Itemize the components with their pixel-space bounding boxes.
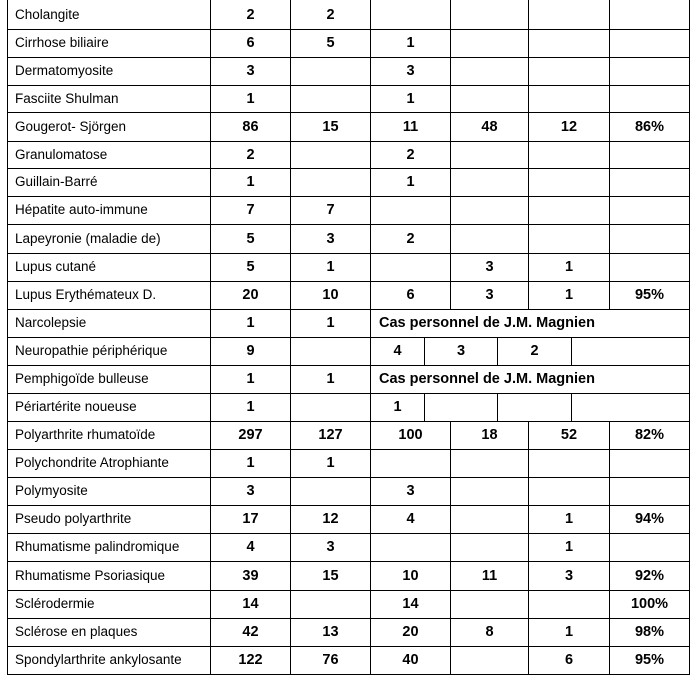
value-cell bbox=[210, 309, 290, 337]
table-row bbox=[7, 0, 690, 30]
value-cell bbox=[609, 112, 690, 141]
value-cell bbox=[609, 505, 690, 533]
value-cell bbox=[370, 196, 450, 224]
value-cell bbox=[290, 337, 370, 365]
value-cell bbox=[450, 477, 528, 505]
cell-value: 122 bbox=[238, 652, 263, 668]
value-cell bbox=[450, 57, 528, 85]
value-cell bbox=[210, 281, 290, 309]
cell-value: 1 bbox=[406, 90, 415, 107]
value-cell bbox=[528, 590, 609, 618]
value-cell bbox=[450, 449, 528, 477]
cell-value: 17 bbox=[242, 511, 259, 527]
disease-name-cell bbox=[7, 112, 210, 141]
value-cell bbox=[424, 337, 497, 365]
cell-value: 12 bbox=[322, 511, 339, 527]
cell-value: 1 bbox=[246, 455, 255, 471]
cell-value: 98% bbox=[634, 624, 665, 640]
disease-name: Polymyosite bbox=[15, 483, 88, 498]
disease-name-cell bbox=[7, 618, 210, 646]
value-cell bbox=[370, 590, 450, 618]
cell-value: 94% bbox=[634, 511, 665, 527]
disease-name-cell bbox=[7, 29, 210, 57]
table-row bbox=[7, 253, 690, 282]
value-cell bbox=[450, 590, 528, 618]
disease-name: Neuropathie périphérique bbox=[15, 343, 168, 358]
value-cell bbox=[571, 337, 690, 365]
value-cell bbox=[370, 281, 450, 309]
value-cell bbox=[609, 253, 690, 281]
disease-name-cell bbox=[7, 646, 210, 674]
disease-name-cell bbox=[7, 337, 210, 365]
value-cell bbox=[210, 0, 290, 29]
cell-value: 1 bbox=[246, 90, 255, 107]
disease-name-cell bbox=[7, 196, 210, 224]
disease-name-cell bbox=[7, 0, 210, 29]
disease-name: Lapeyronie (maladie de) bbox=[15, 230, 161, 246]
disease-name: Pemphigoïde bulleuse bbox=[15, 371, 149, 386]
value-cell bbox=[370, 85, 450, 112]
table-row bbox=[7, 393, 690, 422]
table-row bbox=[7, 281, 690, 310]
value-cell bbox=[290, 421, 370, 449]
cell-value: 86 bbox=[242, 118, 259, 135]
note-cell bbox=[370, 365, 690, 393]
table-row bbox=[7, 168, 690, 197]
value-cell bbox=[210, 449, 290, 477]
value-cell bbox=[290, 449, 370, 477]
value-cell bbox=[450, 618, 528, 646]
value-cell bbox=[571, 393, 690, 421]
value-cell bbox=[528, 224, 609, 253]
table-row bbox=[7, 141, 690, 169]
value-cell bbox=[450, 533, 528, 561]
value-cell bbox=[528, 618, 609, 646]
value-cell bbox=[450, 196, 528, 224]
cell-value: 3 bbox=[406, 63, 415, 79]
cell-value: 42 bbox=[242, 624, 259, 640]
cell-value: 5 bbox=[326, 35, 335, 51]
cell-value: 52 bbox=[560, 427, 578, 443]
table-row bbox=[7, 590, 690, 619]
table-row bbox=[7, 421, 690, 450]
value-cell bbox=[290, 590, 370, 618]
value-cell bbox=[609, 141, 690, 168]
value-cell bbox=[528, 505, 609, 533]
value-cell bbox=[210, 85, 290, 112]
cell-value: 3 bbox=[485, 287, 494, 303]
table-row bbox=[7, 449, 690, 478]
value-cell bbox=[370, 477, 450, 505]
value-cell bbox=[290, 618, 370, 646]
disease-name: Granulomatose bbox=[15, 146, 108, 162]
cell-value: 2 bbox=[326, 6, 335, 23]
disease-name: Fasciite Shulman bbox=[15, 90, 119, 106]
table-row bbox=[7, 224, 690, 254]
cell-value: 4 bbox=[406, 511, 415, 527]
disease-name: Sclérodermie bbox=[15, 596, 95, 611]
value-cell bbox=[450, 85, 528, 112]
value-cell bbox=[290, 112, 370, 141]
cell-value: 2 bbox=[246, 146, 255, 163]
disease-name-cell bbox=[7, 309, 210, 337]
value-cell bbox=[450, 168, 528, 196]
value-cell bbox=[290, 0, 370, 29]
disease-name: Polychondrite Atrophiante bbox=[15, 455, 169, 470]
value-cell bbox=[290, 85, 370, 112]
cell-value: 8 bbox=[485, 624, 494, 640]
value-cell bbox=[609, 590, 690, 618]
value-cell bbox=[210, 196, 290, 224]
value-cell bbox=[609, 224, 690, 253]
value-cell bbox=[370, 224, 450, 253]
value-cell bbox=[528, 196, 609, 224]
value-cell bbox=[370, 561, 450, 590]
value-cell bbox=[450, 646, 528, 674]
disease-name-cell bbox=[7, 253, 210, 281]
cell-value: 82% bbox=[634, 427, 665, 443]
cell-value: 1 bbox=[326, 455, 335, 471]
value-cell bbox=[370, 618, 450, 646]
cell-value: 5 bbox=[246, 259, 255, 275]
value-cell bbox=[450, 141, 528, 168]
table-row bbox=[7, 29, 690, 58]
value-cell bbox=[528, 29, 609, 57]
cell-value: 1 bbox=[564, 624, 574, 640]
disease-name: Lupus Erythémateux D. bbox=[15, 287, 157, 302]
cell-value: 7 bbox=[326, 202, 335, 218]
disease-name-cell bbox=[7, 590, 210, 618]
value-cell bbox=[609, 0, 690, 29]
value-cell bbox=[528, 57, 609, 85]
value-cell bbox=[290, 57, 370, 85]
note-cell bbox=[370, 309, 690, 337]
cell-value: 1 bbox=[326, 315, 335, 331]
disease-name: Spondylarthrite ankylosante bbox=[15, 652, 182, 667]
value-cell bbox=[370, 168, 450, 196]
table-row bbox=[7, 337, 690, 366]
cell-value: 10 bbox=[322, 287, 339, 303]
value-cell bbox=[528, 0, 609, 29]
value-cell bbox=[210, 112, 290, 141]
cell-value: 297 bbox=[238, 427, 263, 443]
disease-name-cell bbox=[7, 85, 210, 112]
cell-value: 3 bbox=[456, 343, 466, 359]
disease-name-cell bbox=[7, 505, 210, 533]
cell-value: 3 bbox=[246, 63, 255, 79]
table-row bbox=[7, 646, 690, 675]
table-row bbox=[7, 533, 690, 562]
disease-name-cell bbox=[7, 57, 210, 85]
value-cell bbox=[609, 168, 690, 196]
cell-value: 1 bbox=[564, 511, 574, 527]
value-cell bbox=[290, 393, 370, 421]
value-cell bbox=[290, 561, 370, 590]
disease-name: Dermatomyosite bbox=[15, 63, 114, 78]
value-cell bbox=[528, 646, 609, 674]
cell-value: 1 bbox=[326, 259, 335, 275]
value-cell bbox=[450, 112, 528, 141]
cell-value: 11 bbox=[481, 567, 498, 584]
value-cell bbox=[210, 253, 290, 281]
value-cell bbox=[370, 112, 450, 141]
cell-value: 2 bbox=[406, 230, 415, 247]
cell-value: 3 bbox=[406, 483, 415, 499]
cell-value: 20 bbox=[242, 287, 259, 303]
disease-name: Sclérose en plaques bbox=[15, 624, 138, 639]
cell-value: 6 bbox=[564, 652, 574, 668]
table-row bbox=[7, 477, 690, 506]
cell-value: 1 bbox=[406, 174, 415, 190]
cell-value: 3 bbox=[485, 259, 494, 275]
value-cell bbox=[370, 29, 450, 57]
cell-value: 127 bbox=[318, 427, 343, 443]
value-cell bbox=[609, 196, 690, 224]
value-cell bbox=[450, 0, 528, 29]
value-cell bbox=[210, 533, 290, 561]
disease-name-cell bbox=[7, 281, 210, 309]
cell-value: 7 bbox=[246, 202, 255, 218]
disease-name-cell bbox=[7, 533, 210, 561]
value-cell bbox=[370, 393, 424, 421]
value-cell bbox=[210, 421, 290, 449]
cell-value: 4 bbox=[393, 343, 402, 359]
value-cell bbox=[528, 477, 609, 505]
value-cell bbox=[210, 393, 290, 421]
value-cell bbox=[290, 365, 370, 393]
disease-name: Rhumatisme Psoriasique bbox=[15, 567, 166, 583]
table-row bbox=[7, 57, 690, 86]
table-row bbox=[7, 196, 690, 225]
value-cell bbox=[609, 618, 690, 646]
cell-value: 1 bbox=[246, 315, 255, 331]
table-row bbox=[7, 309, 690, 338]
cell-value: 100% bbox=[630, 596, 669, 612]
cell-value: 1 bbox=[406, 35, 415, 51]
value-cell bbox=[370, 449, 450, 477]
cell-value: 15 bbox=[322, 118, 339, 135]
disease-name: Hépatite auto-immune bbox=[15, 202, 148, 217]
value-cell bbox=[210, 561, 290, 590]
value-cell bbox=[609, 29, 690, 57]
disease-name-cell bbox=[7, 393, 210, 421]
value-cell bbox=[609, 646, 690, 674]
table-row bbox=[7, 505, 690, 534]
disease-name-cell bbox=[7, 477, 210, 505]
cell-value: 95% bbox=[634, 287, 665, 303]
value-cell bbox=[609, 561, 690, 590]
value-cell bbox=[450, 505, 528, 533]
cell-value: 6 bbox=[406, 287, 415, 303]
value-cell bbox=[290, 281, 370, 309]
cell-value: 14 bbox=[402, 596, 419, 612]
disease-name: Cirrhose biliaire bbox=[15, 35, 109, 50]
disease-name-cell bbox=[7, 365, 210, 393]
value-cell bbox=[290, 309, 370, 337]
note-text: Cas personnel de J.M. Magnien bbox=[379, 371, 595, 387]
cell-value: 86% bbox=[634, 118, 665, 135]
disease-name: Cholangite bbox=[15, 6, 80, 22]
cell-value: 92% bbox=[634, 567, 665, 584]
cell-value: 2 bbox=[246, 6, 255, 23]
disease-name: Polyarthrite rhumatoïde bbox=[15, 427, 156, 442]
value-cell bbox=[290, 168, 370, 196]
disease-name: Lupus cutané bbox=[15, 259, 97, 274]
value-cell bbox=[528, 533, 609, 561]
disease-name: Périartérite noueuse bbox=[15, 399, 137, 414]
value-cell bbox=[528, 561, 609, 590]
value-cell bbox=[210, 168, 290, 196]
value-cell bbox=[609, 533, 690, 561]
value-cell bbox=[290, 646, 370, 674]
value-cell bbox=[210, 646, 290, 674]
value-cell bbox=[290, 29, 370, 57]
value-cell bbox=[528, 168, 609, 196]
value-cell bbox=[290, 196, 370, 224]
cell-value: 1 bbox=[564, 259, 574, 275]
value-cell bbox=[609, 421, 690, 449]
value-cell bbox=[370, 505, 450, 533]
value-cell bbox=[210, 224, 290, 253]
value-cell bbox=[528, 449, 609, 477]
cell-value: 15 bbox=[322, 567, 339, 584]
cell-value: 1 bbox=[564, 539, 574, 555]
disease-name-cell bbox=[7, 449, 210, 477]
disease-name-cell bbox=[7, 224, 210, 253]
value-cell bbox=[528, 85, 609, 112]
value-cell bbox=[528, 281, 609, 309]
value-cell bbox=[609, 449, 690, 477]
cell-value: 1 bbox=[564, 287, 574, 303]
disease-name: Guillain-Barré bbox=[15, 174, 98, 189]
value-cell bbox=[609, 477, 690, 505]
cell-value: 1 bbox=[246, 174, 255, 190]
cell-value: 2 bbox=[406, 146, 415, 163]
cell-value: 2 bbox=[530, 343, 539, 359]
value-cell bbox=[210, 505, 290, 533]
value-cell bbox=[609, 85, 690, 112]
value-cell bbox=[210, 337, 290, 365]
cell-value: 1 bbox=[246, 371, 255, 387]
cell-value: 12 bbox=[560, 118, 578, 135]
cell-value: 39 bbox=[242, 567, 259, 584]
cell-value: 1 bbox=[246, 399, 255, 415]
value-cell bbox=[290, 533, 370, 561]
disease-name: Pseudo polyarthrite bbox=[15, 511, 132, 526]
value-cell bbox=[450, 421, 528, 449]
cell-value: 6 bbox=[246, 35, 255, 51]
value-cell bbox=[290, 141, 370, 168]
disease-name-cell bbox=[7, 168, 210, 196]
value-cell bbox=[370, 533, 450, 561]
cell-value: 10 bbox=[402, 567, 419, 584]
value-cell bbox=[370, 421, 450, 449]
table-row bbox=[7, 85, 690, 113]
cell-value: 4 bbox=[246, 539, 255, 555]
disease-name-cell bbox=[7, 561, 210, 590]
value-cell bbox=[424, 393, 497, 421]
value-cell bbox=[528, 421, 609, 449]
cell-value: 100 bbox=[398, 427, 423, 443]
cell-value: 13 bbox=[322, 624, 339, 640]
value-cell bbox=[370, 0, 450, 29]
value-cell bbox=[528, 112, 609, 141]
value-cell bbox=[210, 590, 290, 618]
value-cell bbox=[450, 253, 528, 281]
cell-value: 3 bbox=[326, 539, 335, 555]
cell-value: 48 bbox=[481, 118, 498, 135]
cell-value: 95% bbox=[634, 652, 665, 668]
cell-value: 18 bbox=[481, 427, 498, 443]
disease-name: Gougerot- Sjörgen bbox=[15, 118, 127, 134]
value-cell bbox=[370, 646, 450, 674]
value-cell bbox=[370, 253, 450, 281]
value-cell bbox=[370, 337, 424, 365]
value-cell bbox=[290, 477, 370, 505]
value-cell bbox=[528, 253, 609, 281]
cell-value: 3 bbox=[246, 483, 255, 499]
value-cell bbox=[290, 253, 370, 281]
cell-value: 3 bbox=[564, 567, 574, 584]
table-row bbox=[7, 112, 690, 142]
value-cell bbox=[370, 57, 450, 85]
cell-value: 5 bbox=[246, 230, 255, 247]
value-cell bbox=[497, 393, 571, 421]
cell-value: 20 bbox=[402, 624, 419, 640]
value-cell bbox=[210, 141, 290, 168]
value-cell bbox=[450, 561, 528, 590]
value-cell bbox=[609, 281, 690, 309]
table-row bbox=[7, 561, 690, 591]
value-cell bbox=[609, 57, 690, 85]
value-cell bbox=[210, 365, 290, 393]
value-cell bbox=[290, 505, 370, 533]
value-cell bbox=[210, 477, 290, 505]
value-cell bbox=[497, 337, 571, 365]
value-cell bbox=[210, 57, 290, 85]
value-cell bbox=[450, 29, 528, 57]
table-row bbox=[7, 618, 690, 647]
disease-name: Narcolepsie bbox=[15, 315, 87, 330]
cell-value: 14 bbox=[242, 596, 259, 612]
cell-value: 9 bbox=[246, 343, 255, 359]
disease-name-cell bbox=[7, 421, 210, 449]
value-cell bbox=[210, 29, 290, 57]
disease-name-cell bbox=[7, 141, 210, 168]
cell-value: 40 bbox=[402, 652, 419, 668]
value-cell bbox=[290, 224, 370, 253]
value-cell bbox=[450, 281, 528, 309]
note-text: Cas personnel de J.M. Magnien bbox=[379, 315, 595, 331]
cell-value: 76 bbox=[322, 652, 339, 668]
value-cell bbox=[528, 141, 609, 168]
cell-value: 1 bbox=[326, 371, 335, 387]
cell-value: 1 bbox=[393, 399, 402, 415]
value-cell bbox=[370, 141, 450, 168]
cell-value: 11 bbox=[402, 118, 419, 135]
cell-value: 3 bbox=[326, 230, 335, 247]
value-cell bbox=[450, 224, 528, 253]
table-row bbox=[7, 365, 690, 394]
value-cell bbox=[210, 618, 290, 646]
disease-name: Rhumatisme palindromique bbox=[15, 539, 180, 554]
